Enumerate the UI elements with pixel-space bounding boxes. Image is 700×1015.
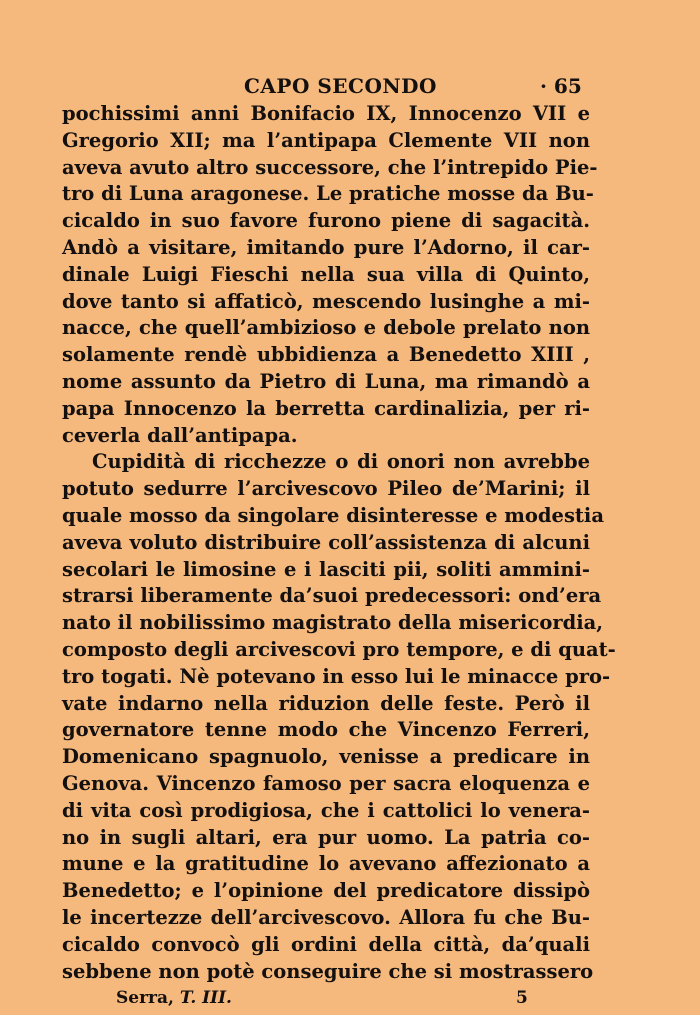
body-text <box>62 101 616 985</box>
text-line: aveva avuto altro successore, che l’intrepido Pie- <box>62 155 598 179</box>
text-line: Gregorio XII; ma l’antipapa Clemente VII non <box>62 128 590 152</box>
text-line: nacce, che quell’ambizioso e debole prelato non <box>62 316 590 340</box>
text-line: composto degli arcivescovi pro tempore, e di quat- <box>62 637 616 661</box>
text-line: dinale Luigi Fieschi nella sua villa di Quinto, <box>62 262 590 286</box>
page-number: · 65 <box>540 74 582 98</box>
text-line: governatore tenne modo che Vincenzo Ferreri, <box>62 718 590 742</box>
text-line: di vita così prodigiosa, che i cattolici lo venera- <box>62 798 590 822</box>
text-line: papa Innocenzo la berretta cardinalizia, per ri- <box>62 396 590 420</box>
footer-volume: T. III. <box>179 988 232 1008</box>
page-footer <box>0 988 700 1012</box>
text-line: no in sugli altari, era pur uomo. La patria co- <box>62 825 590 849</box>
text-line: pochissimi anni Bonifacio IX, Innocenzo VII e <box>62 102 590 125</box>
text-line: nato il nobilissimo magistrato della misericordia, <box>62 611 604 635</box>
text-line: aveva voluto distribuire coll’assistenza di alcuni <box>62 530 590 554</box>
footer-author: Serra, <box>116 988 174 1008</box>
text-line: strarsi liberamente da’suoi predecessori: ond’era <box>62 584 602 608</box>
text-line: vate indarno nella riduzion delle feste. Però il <box>62 691 590 715</box>
text-line: potuto sedurre l’arcivescovo Pileo de’Marini; il <box>62 477 590 501</box>
signature-mark: 5 <box>516 988 528 1008</box>
paragraph-end-line: ceverla dall’antipapa. <box>62 423 298 447</box>
chapter-title: CAPO SECONDO <box>244 74 437 98</box>
text-line: Genova. Vincenzo famoso per sacra eloquenza e <box>62 771 590 795</box>
text-line: sebbene non potè conseguire che si mostrassero <box>62 959 594 983</box>
text-line: solamente rendè ubbidienza a Benedetto XIII , <box>62 343 590 367</box>
paragraph-start-line: Cupidità di ricchezze o di onori non avrebbe <box>92 450 590 474</box>
text-line: dove tanto si affaticò, mescendo lusinghe a mi- <box>62 289 590 313</box>
text-line: secolari le limosine e i lasciti pii, soliti ammini- <box>62 557 590 581</box>
text-line: tro togati. Nè potevano in esso lui le minacce pro- <box>62 664 611 688</box>
text-line: nome assunto da Pietro di Luna, ma rimandò a <box>62 369 590 393</box>
text-line: cicaldo convocò gli ordini della città, da’quali <box>62 932 590 956</box>
text-line: Andò a visitare, imitando pure l’Adorno, il car- <box>62 235 590 259</box>
text-line: le incertezze dell’arcivescovo. Allora fu che Bu- <box>62 905 590 929</box>
text-line: quale mosso da singolare disinteresse e modestia <box>62 503 604 527</box>
running-header <box>0 70 700 102</box>
footer-signature <box>116 988 232 1008</box>
text-line: Benedetto; e l’opinione del predicatore dissipò <box>62 879 590 903</box>
text-line: cicaldo in suo favore furono piene di sagacità. <box>62 209 590 233</box>
text-line: tro di Luna aragonese. Le pratiche mosse da Bu- <box>62 182 594 206</box>
text-line: Domenicano spagnuolo, venisse a predicare in <box>62 745 590 769</box>
text-line: mune e la gratitudine lo avevano affezionato a <box>62 852 590 876</box>
